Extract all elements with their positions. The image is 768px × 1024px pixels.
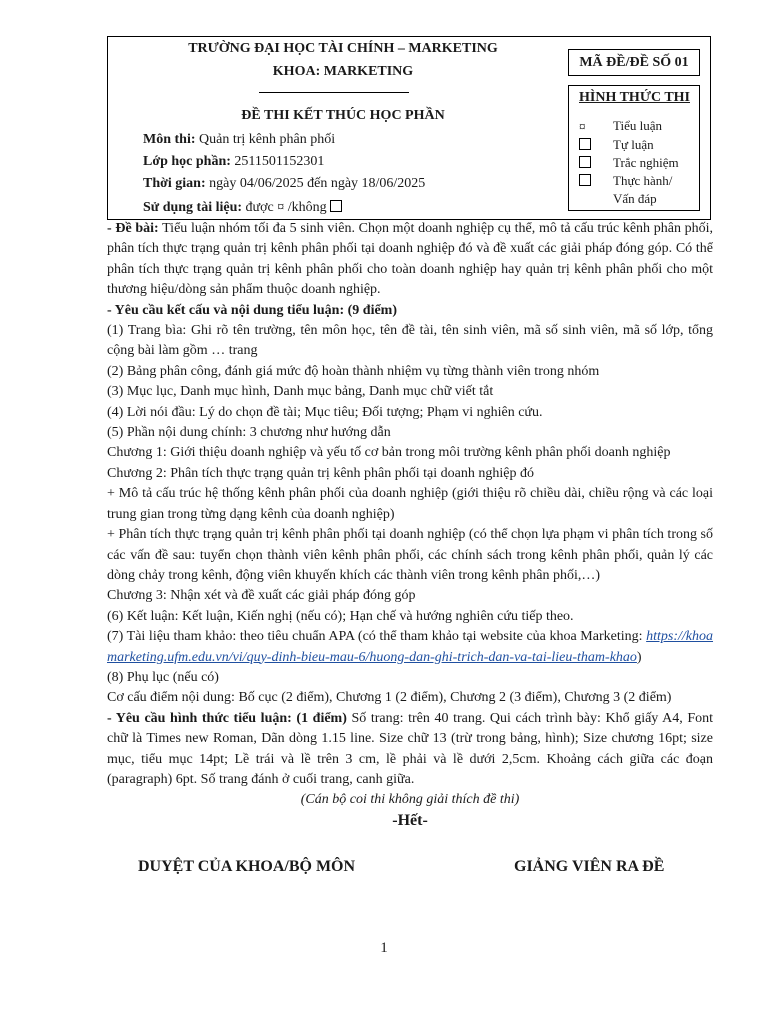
list-item: Chương 1: Giới thiệu doanh nghiệp và yếu tố cơ bản trong môi trường kênh phân phối doanh nghiệp xyxy=(107,445,671,461)
selected-mark-icon: ¤ xyxy=(579,119,586,134)
assignment-text: Tiểu luận nhóm tối đa 5 sinh viên. Chọn một doanh nghiệp cụ thể, mô tả cấu trúc kênh phân phối, phân tích thực trạng quản trị kênh phân phối tại doanh nghiệp đó và đề xuất các giải pháp đóng góp. Có thể phân tích thực trạng quản trị kênh phân phối cho toàn doanh nghiệp hay quản trị kênh phân phối cho một thương hiệu/dòng sản phẩm thuộc doanh nghiệp. xyxy=(107,221,714,298)
page-number: 1 xyxy=(380,940,388,956)
exam-form-title: HÌNH THỨC THI xyxy=(579,90,690,105)
time-value: ngày 04/06/2025 đến ngày 18/06/2025 xyxy=(209,176,426,191)
exam-body xyxy=(107,219,713,831)
checkbox-icon xyxy=(579,156,591,168)
assignment-label: - Đề bài: xyxy=(107,221,159,236)
end-mark: -Hết- xyxy=(392,811,428,829)
assignment-paragraph xyxy=(107,219,713,301)
format-requirement-label: - Yêu cầu hình thức tiểu luận: (1 điểm) xyxy=(107,710,347,726)
list-item: (2) Bảng phân công, đánh giá mức độ hoàn thành nhiệm vụ từng thành viên trong nhóm xyxy=(107,363,600,379)
form-option-practice: Thực hành/ xyxy=(579,172,591,189)
school-name: TRƯỜNG ĐẠI HỌC TÀI CHÍNH – MARKETING xyxy=(188,41,498,56)
format-requirement xyxy=(107,709,713,791)
materials-label: Sử dụng tài liệu: xyxy=(143,200,243,215)
references-item: (7) Tài liệu tham khảo: theo tiêu chuẩn APA (có thể tham khảo tại website của khoa Marketing: https://khoamarketing.ufm.edu.vn/vi/quy-dinh-bieu-mau-6/huong-dan-ghi-trich-dan-va-tai-lieu-tham-khao) xyxy=(107,629,714,665)
list-item: (6) Kết luận: Kết luận, Kiến nghị (nếu có); Hạn chế và hướng nghiên cứu tiếp theo. xyxy=(107,608,574,624)
references-link[interactable]: https://khoamarketing.ufm.edu.vn/vi/quy-dinh-bieu-mau-6/huong-dan-ghi-trich-dan-va-tai-lieu-tham-khao xyxy=(107,629,714,665)
subject-value: Quản trị kênh phân phối xyxy=(199,132,336,147)
faculty-approval-signature: DUYỆT CỦA KHOA/BỘ MÔN xyxy=(138,858,356,875)
structure-requirement-heading: - Yêu cầu kết cấu và nội dung tiểu luận: (9 điểm) xyxy=(107,302,398,318)
format-requirement-text: Số trang: trên 40 trang. Qui cách trình bày: Khổ giấy A4, Font chữ là Times new Roman, Dãn dòng 1.15 line. Size chữ 13 (trừ trong bảng, hình); Size chương 16pt; size mục, tiểu mục 14pt; Lề trái và lề trên 3 cm, lề phải và lề dưới 2,5cm. Khoảng cách giữa các đoạn (paragraph) 6pt. Số trang đánh ở cuối trang, canh giữa. xyxy=(107,710,714,787)
class-label: Lớp học phần: xyxy=(143,154,231,169)
list-item: + Mô tả cấu trúc hệ thống kênh phân phối của doanh nghiệp (giới thiệu rõ chiều dài, chiều rộng và các loại trung gian trong từng dạng kênh của doanh nghiệp) xyxy=(107,486,713,522)
subject-row xyxy=(143,132,335,148)
form-option-multiple-choice: Trắc nghiệm xyxy=(579,154,591,171)
lecturer-signature: GIẢNG VIÊN RA ĐỀ xyxy=(514,858,665,875)
exam-header-box xyxy=(107,36,711,220)
exam-code-box: MÃ ĐỀ/ĐỀ SỐ 01 xyxy=(568,49,700,76)
checkbox-icon xyxy=(579,174,591,186)
score-structure: Cơ cấu điểm nội dung: Bố cục (2 điểm), Chương 1 (2 điểm), Chương 2 (3 điểm), Chương 3 (2 điểm) xyxy=(107,690,672,706)
list-item: Chương 3: Nhận xét và đề xuất các giải pháp đóng góp xyxy=(107,588,416,604)
materials-row xyxy=(143,198,342,216)
list-item: (3) Mục lục, Danh mục hình, Danh mục bảng, Danh mục chữ viết tắt xyxy=(107,384,494,400)
list-item: (5) Phần nội dung chính: 3 chương như hướng dẫn xyxy=(107,425,391,441)
form-option-essay: ¤ Tiểu luận xyxy=(579,118,662,134)
checkbox-icon xyxy=(330,200,342,212)
form-option-written: Tự luận xyxy=(579,136,591,153)
exam-title: ĐỀ THI KẾT THÚC HỌC PHẦN xyxy=(241,108,445,123)
proctor-note: (Cán bộ coi thi không giải thích đề thi) xyxy=(300,792,520,808)
list-item: (8) Phụ lục (nếu có) xyxy=(107,669,219,685)
class-row xyxy=(143,154,324,170)
faculty-name: KHOA: MARKETING xyxy=(272,64,414,79)
header-divider xyxy=(259,92,409,93)
form-option-oral: Vấn đáp xyxy=(613,191,657,206)
class-value: 2511501152301 xyxy=(234,154,325,169)
list-item: (4) Lời nói đầu: Lý do chọn đề tài; Mục tiêu; Đối tượng; Phạm vi nghiên cứu. xyxy=(107,404,543,420)
list-item: Chương 2: Phân tích thực trạng quản trị kênh phân phối tại doanh nghiệp đó xyxy=(107,465,534,481)
time-row xyxy=(143,176,425,192)
checkbox-icon xyxy=(579,138,591,150)
list-item: (1) Trang bìa: Ghi rõ tên trường, tên môn học, tên đề tài, tên sinh viên, mã số sinh viên, mã số lớp, tổng cộng bài làm gồm … trang xyxy=(107,323,713,359)
time-label: Thời gian: xyxy=(143,176,206,191)
exam-form-box xyxy=(568,85,700,211)
materials-value: được ¤ /không xyxy=(245,200,327,215)
list-item: + Phân tích thực trạng quản trị kênh phân phối tại doanh nghiệp (có thể chọn lựa phạm vi phân tích trong số các vấn đề sau: tuyển chọn thành viên kênh phân phối, các chính sách trong kênh phân phối, quản lý các dòng chảy trong kênh, động viên khuyến khích các thành viên trong kênh phân phối,…) xyxy=(107,527,713,583)
subject-label: Môn thi: xyxy=(143,132,196,147)
